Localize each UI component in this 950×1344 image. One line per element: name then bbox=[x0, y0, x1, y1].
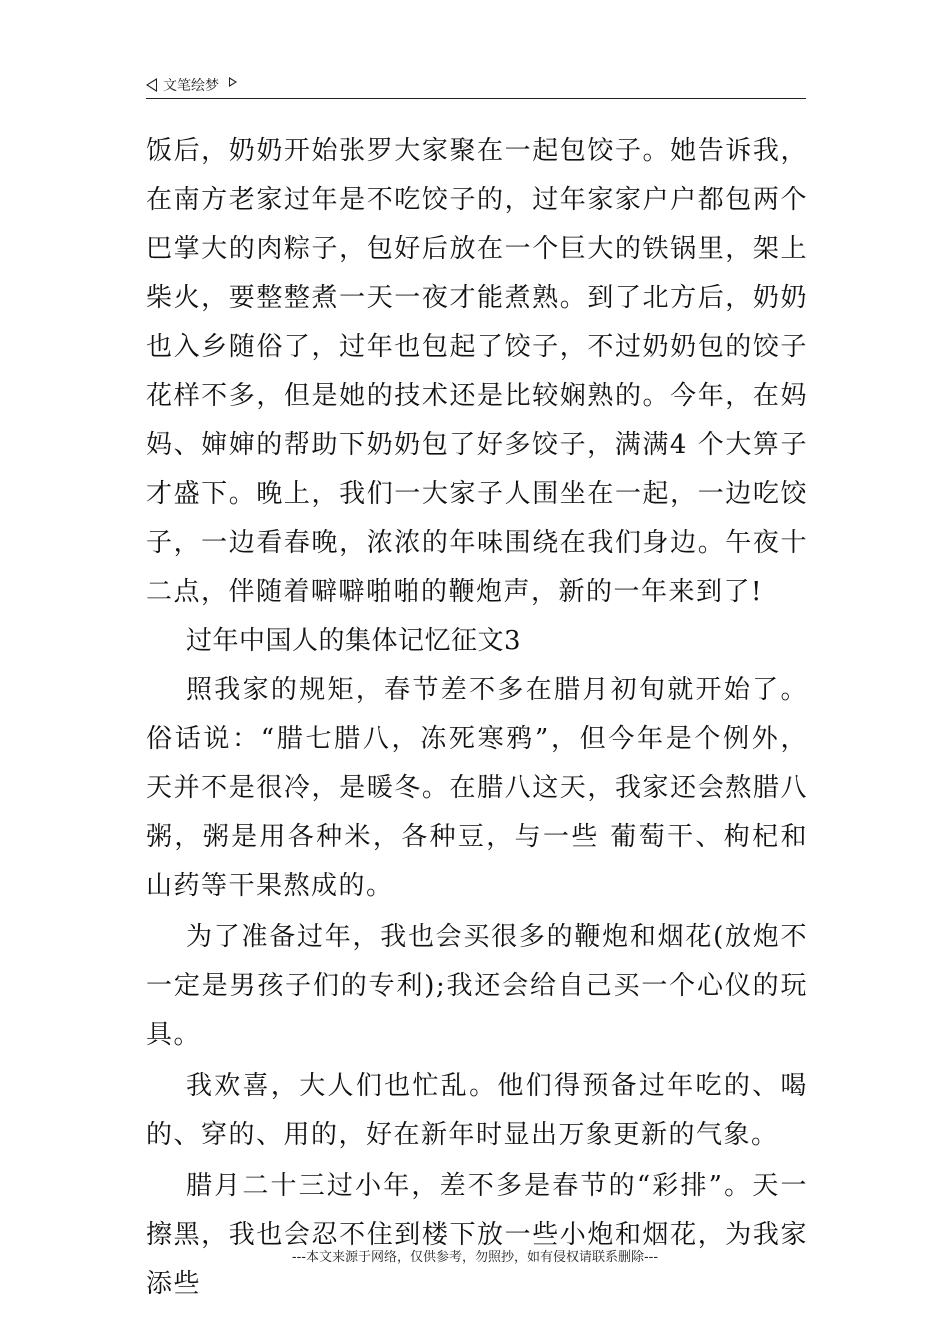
page-footer: ---本文来源于网络，仅供参考，勿照抄，如有侵权请联系删除--- bbox=[291, 1250, 659, 1265]
paragraph: 为了准备过年，我也会买很多的鞭炮和烟花(放炮不一定是男孩子们的专利);我还会给自己买一个心仪的玩具。 bbox=[146, 922, 808, 1050]
header-title: 文笔绘梦 bbox=[163, 78, 219, 94]
paragraph: 照我家的规矩，春节差不多在腊月初旬就开始了。俗话说：“腊七腊八，冻死寒鸦”，但今年是个例外，天并不是很冷，是暖冬。在腊八这天，我家还会熬腊八粥，粥是用各种米，各种豆，与一些 葡萄干、枸杞和山药等干果熬成的。 bbox=[146, 675, 808, 901]
document-body bbox=[146, 127, 808, 1309]
paragraph: 我欢喜，大人们也忙乱。他们得预备过年吃的、喝的、穿的、用的，好在新年时显出万象更新的气象。 bbox=[146, 1071, 808, 1150]
paragraph-continued: 饭后，奶奶开始张罗大家聚在一起包饺子。她告诉我，在南方老家过年是不吃饺子的，过年家家户户都包两个巴掌大的肉粽子，包好后放在一个巨大的铁锅里，架上柴火，要整整煮一天一夜才能煮熟。到了北方后，奶奶也入乡随俗了，过年也包起了饺子，不过奶奶包的饺子花样不多，但是她的技术还是比较娴熟的。今年，在妈妈、婶婶的帮助下奶奶包了好多饺子，满满4 个大箅子才盛下。晚上，我们一大家子人围坐在一起，一边吃饺子，一边看春晚，浓浓的年味围绕在我们身边。午夜十二点，伴随着噼噼啪啪的鞭炮声，新的一年来到了! bbox=[146, 136, 808, 607]
page-header bbox=[146, 72, 806, 99]
section-heading: 过年中国人的集体记忆征文3 bbox=[186, 626, 522, 656]
paragraph: 腊月二十三过小年，差不多是春节的“彩排”。天一擦黑，我也会忍不住到楼下放一些小炮和烟花，为我家添些 bbox=[146, 1171, 808, 1299]
triangle-right-icon bbox=[229, 77, 237, 87]
triangle-left-icon bbox=[146, 78, 157, 92]
